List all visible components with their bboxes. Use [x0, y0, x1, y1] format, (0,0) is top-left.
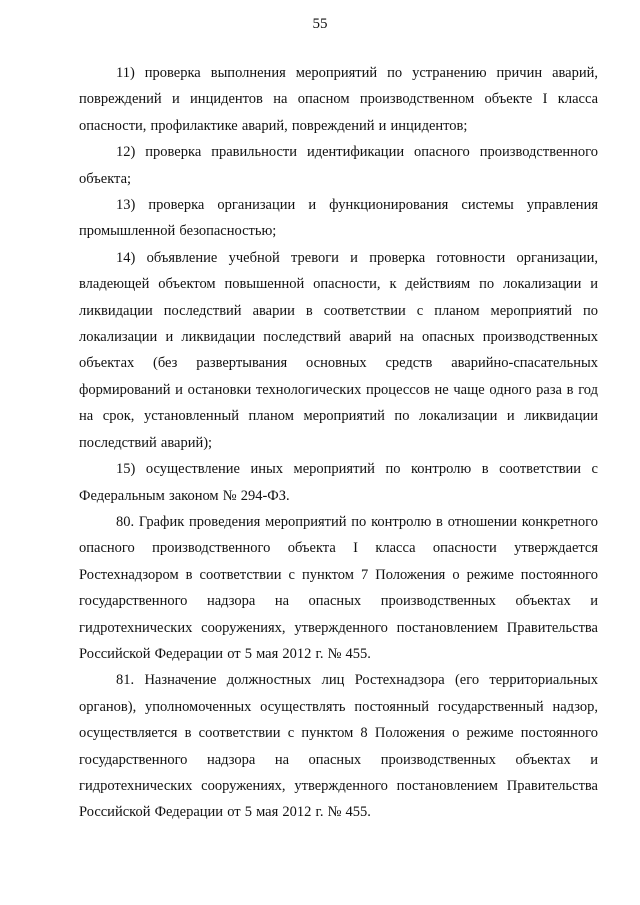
- page-number: 55: [312, 16, 328, 32]
- item-11-paragraph: 11) проверка выполнения мероприятий по устранению причин аварий, повреждений и инцидентов на опасном производственном объекте I класса опасности, профилактике аварий, повреждений и инцидентов;: [79, 65, 598, 134]
- item-13-paragraph: 13) проверка организации и функционирования системы управления промышленной безопасностью;: [79, 197, 598, 240]
- item-12-paragraph: 12) проверка правильности идентификации опасного производственного объекта;: [79, 144, 598, 187]
- document-body: [79, 60, 598, 826]
- item-14-paragraph: 14) объявление учебной тревоги и проверка готовности организации, владеющей объектом повышенной опасности, к действиям по локализации и ликвидации последствий аварии в соответствии с планом мероприятий по локализации и ликвидации последствий аварий на опасных производственных объектах (без развертывания основных средств аварийно-спасательных формирований и остановки технологических процессов не чаще одного раза в год на срок, установленный планом мероприятий по локализации и ликвидации последствий аварий);: [79, 249, 598, 451]
- clause-80-paragraph: 80. График проведения мероприятий по контролю в отношении конкретного опасного производственного объекта I класса опасности утверждается Ростехнадзором в соответствии с пунктом 7 Положения о режиме постоянного государственного надзора на опасных производственных объектах и гидротехнических сооружениях, утвержденного постановлением Правительства Российской Федерации от 5 мая 2012 г. № 455.: [79, 513, 598, 662]
- item-15-paragraph: 15) осуществление иных мероприятий по контролю в соответствии с Федеральным законом № 294-ФЗ.: [79, 461, 598, 504]
- clause-81-paragraph: 81. Назначение должностных лиц Ростехнадзора (его территориальных органов), уполномоченных осуществлять постоянный государственный надзор, осуществляется в соответствии с пунктом 8 Положения о режиме постоянного государственного надзора на опасных производственных объектах и гидротехнических сооружениях, утвержденного постановлением Правительства Российской Федерации от 5 мая 2012 г. № 455.: [79, 672, 598, 821]
